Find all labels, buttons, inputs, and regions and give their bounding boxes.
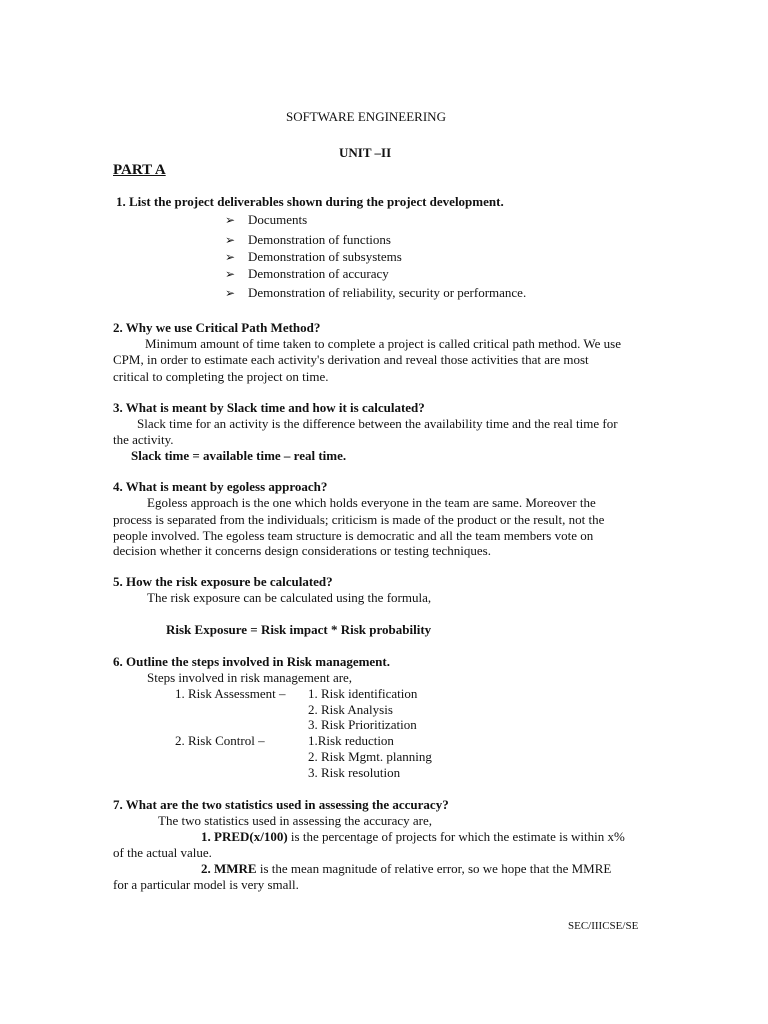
risk-control-label: 2. Risk Control – <box>175 733 265 748</box>
answer-line: the activity. <box>113 432 174 447</box>
mmre-line <box>201 861 611 877</box>
list-item: Documents <box>248 212 308 227</box>
bullet-arrow-icon: ➢ <box>225 213 236 227</box>
bullet-arrow-icon: ➢ <box>225 286 236 300</box>
answer-line: Minimum amount of time taken to complete a project is called critical path method. We use <box>145 336 621 351</box>
question-4: 4. What is meant by egoless approach? <box>113 479 328 494</box>
mmre-description: is the mean magnitude of relative error, so we hope that the MMRE <box>256 861 612 876</box>
risk-exposure-formula: Risk Exposure = Risk impact * Risk probability <box>166 622 432 637</box>
answer-line: critical to completing the project on time. <box>113 369 329 384</box>
pred-description: is the percentage of projects for which the estimate is within x% <box>287 829 625 844</box>
answer-line: people involved. The egoless team structure is democratic and all the team members vote on <box>113 528 594 543</box>
unit-heading: UNIT –II <box>339 145 392 160</box>
question-1: 1. List the project deliverables shown during the project development. <box>116 194 504 209</box>
question-5: 5. How the risk exposure be calculated? <box>113 574 333 589</box>
question-2: 2. Why we use Critical Path Method? <box>113 320 321 335</box>
risk-assessment-label: 1. Risk Assessment – <box>175 686 286 701</box>
list-item: 2. Risk Mgmt. planning <box>308 749 432 764</box>
list-item: 1.Risk reduction <box>308 733 394 748</box>
list-item: 2. Risk Analysis <box>308 702 393 717</box>
list-item: Demonstration of subsystems <box>248 249 402 264</box>
bullet-arrow-icon: ➢ <box>225 250 236 264</box>
footer-code: SEC/IIICSE/SE <box>568 920 639 932</box>
answer-line: CPM, in order to estimate each activity's derivation and reveal those activities that are most <box>113 352 589 367</box>
question-7: 7. What are the two statistics used in assessing the accuracy? <box>113 797 449 812</box>
answer-line: The risk exposure can be calculated using the formula, <box>147 590 432 605</box>
question-3: 3. What is meant by Slack time and how it is calculated? <box>113 400 425 415</box>
bullet-arrow-icon: ➢ <box>225 267 236 281</box>
question-6: 6. Outline the steps involved in Risk management. <box>113 654 390 669</box>
slack-formula: Slack time = available time – real time. <box>131 448 347 463</box>
part-heading: PART A <box>113 162 166 178</box>
answer-line: The two statistics used in assessing the accuracy are, <box>158 813 432 828</box>
bullet-arrow-icon: ➢ <box>225 233 236 247</box>
answer-line: of the actual value. <box>113 845 212 860</box>
pred-line <box>201 829 625 845</box>
mmre-term: 2. MMRE <box>201 861 257 876</box>
answer-line: decision whether it concerns design considerations or testing techniques. <box>113 543 491 558</box>
pred-term: 1. PRED(x/100) <box>201 829 288 844</box>
document-title: SOFTWARE ENGINEERING <box>286 109 446 124</box>
list-item: Demonstration of reliability, security or performance. <box>248 285 527 300</box>
answer-line: Slack time for an activity is the difference between the availability time and the real time for <box>137 416 618 431</box>
list-item: 3. Risk Prioritization <box>308 717 417 732</box>
list-item: Demonstration of functions <box>248 232 391 247</box>
answer-line: Steps involved in risk management are, <box>147 670 353 685</box>
list-item: Demonstration of accuracy <box>248 266 389 281</box>
answer-line: for a particular model is very small. <box>113 877 299 892</box>
list-item: 3. Risk resolution <box>308 765 401 780</box>
answer-line: Egoless approach is the one which holds everyone in the team are same. Moreover the <box>147 495 596 510</box>
answer-line: process is separated from the individuals; criticism is made of the product or the result, not the <box>113 512 605 527</box>
list-item: 1. Risk identification <box>308 686 418 701</box>
